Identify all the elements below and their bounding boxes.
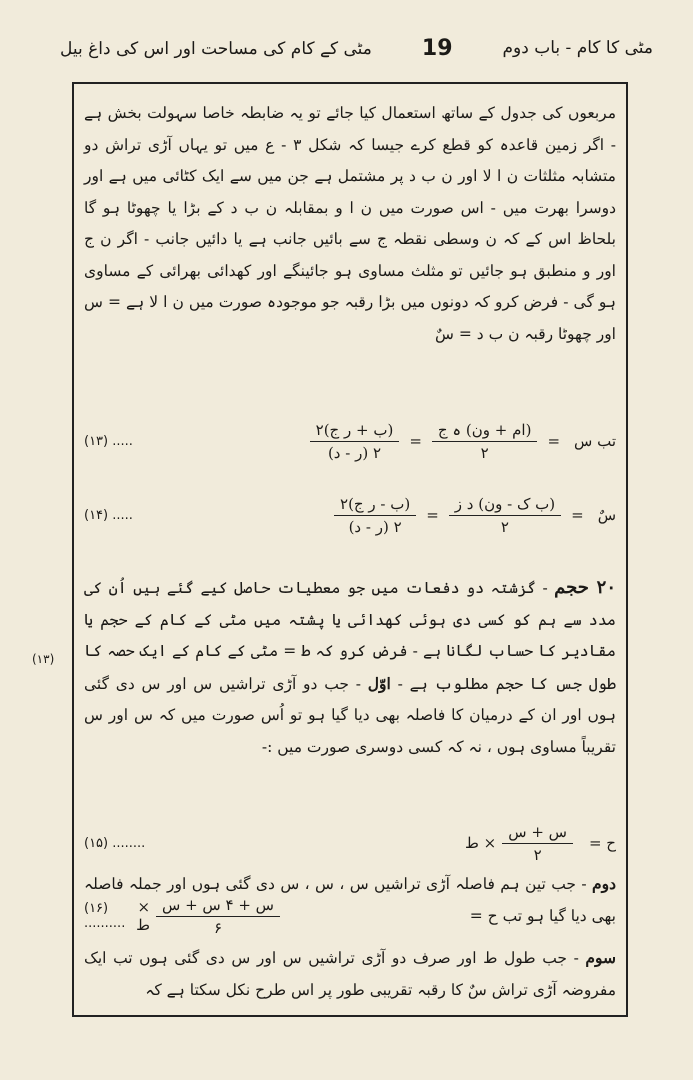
eq14-numerator-1: (ب ک - ون) د ز — [449, 495, 561, 516]
eq13-denominator-2: ۲ (ر - د) — [327, 443, 382, 462]
case-first-text: - جب دو آڑی تراشیں س اور س دی گئی ہوں اور ان کے درمیان کا فاصلہ بھی دیا گیا ہو تو اُس صورت میں کہ س اور س تقریباً مساوی ہوں ، نہ کہ کسی دوسری صورت میں :- — [84, 674, 616, 756]
paragraph-volume — [84, 572, 616, 763]
eq16-number: (۱۶) .......... — [84, 901, 126, 931]
eq13-numerator-2: (ب + ر ج)۲ — [310, 421, 400, 442]
eq13-number: (۱۳) ..... — [84, 433, 133, 449]
case-third-text: - جب طول ط اور صرف دو آڑی تراشیں س اور س دی گئی ہوں تب ایک مفروضہ آڑی تراش سٌ کا رقبہ تقریبی طور پر اس طرح نکل سکتا ہے کہ — [84, 949, 616, 999]
eq13-equals: = — [547, 432, 561, 450]
eq16-fraction — [156, 896, 280, 937]
eq13-numerator-1: (ام + ون) ہ ج — [432, 421, 538, 442]
equation-13 — [84, 412, 616, 470]
header-section-title: مٹی کے کام کی مساحت اور اس کی داغ بیل — [60, 38, 372, 59]
volume-text: - گزشتہ دو دفعات میں جو معطیات حاصل کیے گئے ہیں اُن کی مدد سے ہم کو کسی دی ہوئی کھدائی یا پشتہ میں مٹی کے کام کے حجم یا مقادیر کا حساب لگانا ہے - فرض کرو کہ ط = مٹی کے کام کے ایک حصہ کا طول جس کا حجم مطلوب ہے - — [84, 579, 616, 693]
eq14-equals-2: = — [426, 506, 439, 524]
case-second-label: دوم — [592, 874, 616, 893]
eq15-number: (۱۵) ........ — [84, 835, 146, 851]
eq16-denominator: ۶ — [213, 918, 223, 937]
eq13-lhs: تب س — [574, 432, 616, 450]
eq15-fraction — [502, 823, 573, 864]
case-second-text: - جب تین ہم فاصلہ آڑی تراشیں س ، س ، س دی گئی ہوں اور جملہ فاصلہ بھی دیا گیا ہو تب ح = — [84, 875, 616, 925]
text-frame — [72, 82, 628, 1017]
case-third-label: سوم — [585, 948, 616, 967]
eq16-numerator: س + ۴ س + س — [156, 896, 280, 917]
case-first-label: اوّل — [367, 673, 391, 693]
equation-14 — [84, 486, 616, 544]
eq15-rest: × ط — [465, 834, 497, 852]
eq14-numerator-2: (ب - ر ج)۲ — [334, 495, 416, 516]
running-header — [60, 30, 653, 66]
eq16-rest: × ط — [136, 898, 151, 934]
equation-16 — [84, 896, 616, 936]
paragraph-areas: مربعوں کی جدول کے ساتھ استعمال کیا جائے تو یہ ضابطہ خاصا سہولت بخش ہے - اگر زمین قاعدہ کو قطع کرے جیسا کہ شکل ۳ - ع میں تو یہاں آڑی تراش دو متشابہ مثلثات ن ا لا اور ن ب د پر مشتمل ہے جن میں سے ایک کٹائی میں ہے اور دوسرا بھرت میں - اس صورت میں ن ا و بمقابلہ ن ب د کے بڑا یا چھوٹا ہو گا بلحاظ اس کے کہ ن وسطی نقطہ ج سے بائیں جانب ہے یا دائیں جانب - اگر ن ج اور و منطبق ہو جائیں تو مثلث مساوی ہو جائینگے اور کھدائی بھرائی کے مساوی ہو گی - فرض کرو کہ دونوں میں بڑا رقبہ جو موجودہ صورت میں ن ا لا ہے = س اور چھوٹا رقبہ ن ب د = سٌ — [84, 104, 617, 343]
margin-note-number: (۱۳) — [32, 652, 55, 666]
header-chapter-title: مٹی کا کام - باب دوم — [502, 38, 653, 58]
equation-15 — [84, 814, 616, 872]
paragraph-case-third — [84, 942, 616, 1006]
page-number: 19 — [421, 35, 453, 61]
eq13-fraction-1 — [432, 421, 538, 462]
eq14-fraction-2 — [334, 495, 416, 536]
eq14-denominator-1: ۲ — [500, 517, 509, 536]
eq13-denominator-1: ۲ — [480, 443, 489, 462]
eq15-denominator: ۲ — [533, 845, 542, 864]
eq14-number: (۱۴) ..... — [84, 507, 133, 523]
eq14-fraction-1 — [449, 495, 561, 536]
eq13-equals-2: = — [409, 432, 422, 450]
eq14-denominator-2: ۲ (ر - د) — [348, 517, 402, 536]
eq13-fraction-2 — [310, 421, 400, 462]
eq15-numerator: س + س — [502, 823, 573, 844]
section-heading-volume: ۲۰ حجم — [554, 577, 616, 598]
eq14-equals: = — [571, 506, 584, 524]
eq15-lhs: ح = — [588, 834, 616, 852]
eq14-lhs: سٌ — [597, 506, 616, 524]
